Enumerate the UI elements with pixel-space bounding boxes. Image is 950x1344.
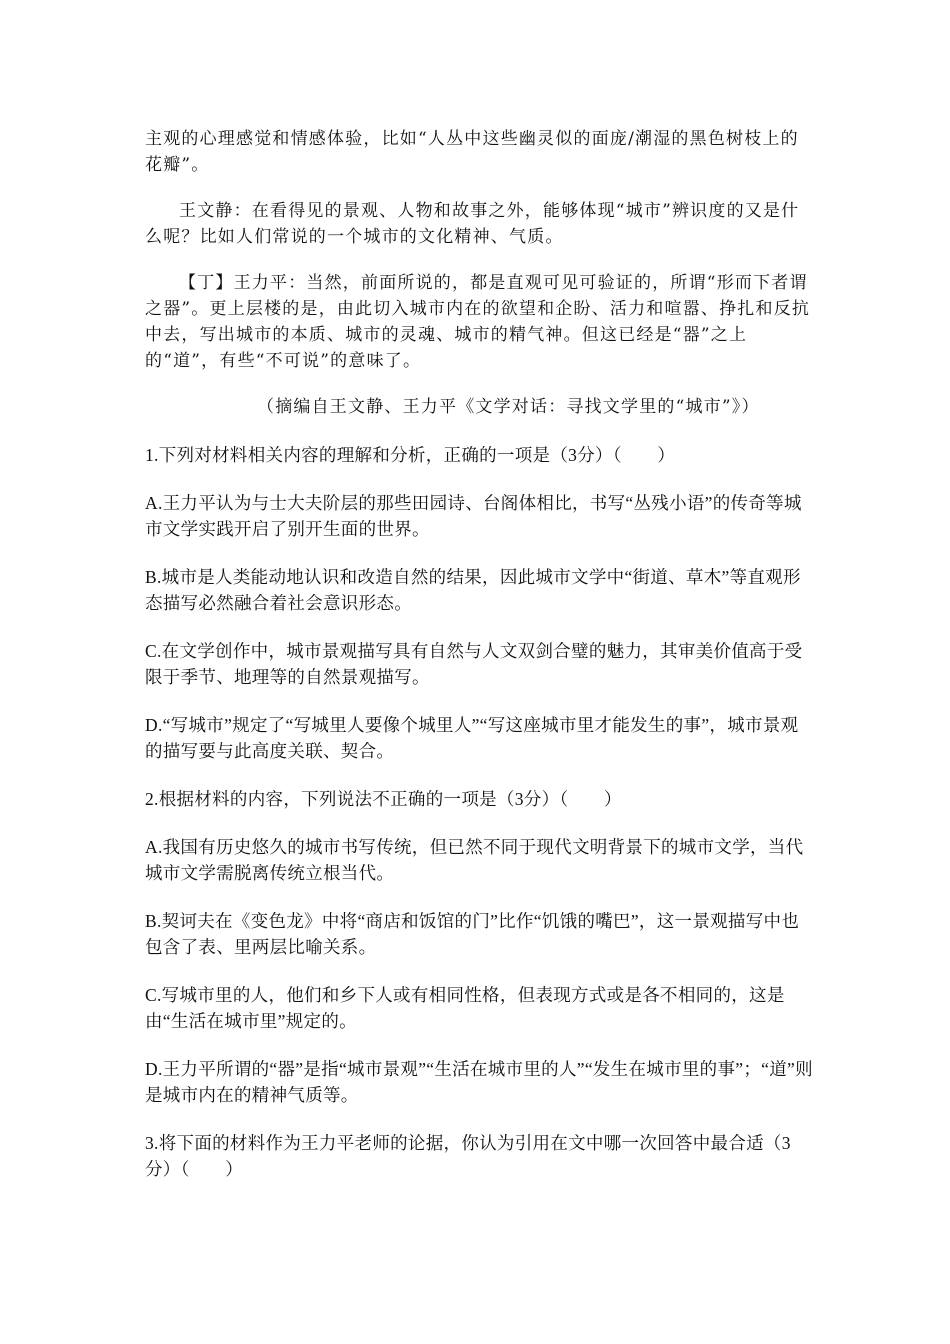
question-option: C.在文学创作中，城市景观描写具有自然与人文双剑合璧的魅力，其审美价值高于受限于季节、地理等的自然景观描写。 bbox=[145, 641, 803, 687]
question-stem: 3.将下面的材料作为王力平老师的论据，你认为引用在文中哪一次回答中最合适（3分）（ ） bbox=[145, 1133, 791, 1179]
question-option: D.王力平所谓的“器”是指“城市景观”“生活在城市里的人”“发生在城市里的事”；“道”则是城市内在的精神气质等。 bbox=[145, 1059, 813, 1105]
question-option: A.王力平认为与士大夫阶层的那些田园诗、台阁体相比，书写“丛残小语”的传奇等城市文学实践开启了别开生面的世界。 bbox=[145, 493, 802, 539]
passage-paragraph: 王文静：在看得见的景观、人物和故事之外，能够体现“城市”辨识度的又是什么呢？比如人们常说的一个城市的文化精神、气质。 bbox=[145, 201, 800, 247]
question-option: A.我国有历史悠久的城市书写传统，但已然不同于现代文明背景下的城市文学，当代城市文学需脱离传统立根当代。 bbox=[145, 837, 804, 883]
question-option: D.“写城市”规定了“写城里人要像个城里人”“写这座城市里才能发生的事”，城市景观的描写要与此高度关联、契合。 bbox=[145, 715, 799, 761]
question-stem: 1.下列对材料相关内容的理解和分析，正确的一项是（3分）（ ） bbox=[145, 445, 676, 465]
question-option: B.城市是人类能动地认识和改造自然的结果，因此城市文学中“街道、草木”等直观形态描写必然融合着社会意识形态。 bbox=[145, 567, 801, 613]
question-option: B.契诃夫在《变色龙》中将“商店和饭馆的门”比作“饥饿的嘴巴”，这一景观描写中也包含了表、里两层比喻关系。 bbox=[145, 911, 800, 957]
question-option: C.写城市里的人，他们和乡下人或有相同性格，但表现方式或是各不相同的，这是由“生活在城市里”规定的。 bbox=[145, 985, 785, 1031]
passage-paragraph: 【丁】王力平：当然，前面所说的，都是直观可见可验证的，所谓“形而下者谓之器”。更上层楼的是，由此切入城市内在的欲望和企盼、活力和喧嚣、挣扎和反抗中去，写出城市的本质、城市的灵魂、城市的精气神。但这已经是“器”之上的“道”，有些“不可说”的意味了。 bbox=[145, 273, 811, 371]
document-page bbox=[145, 126, 815, 1182]
passage-paragraph: 主观的心理感觉和情感体验，比如“人丛中这些幽灵似的面庞/潮湿的黑色树枝上的花瓣”。 bbox=[145, 129, 799, 175]
question-stem: 2.根据材料的内容，下列说法不正确的一项是（3分）（ ） bbox=[145, 789, 622, 809]
passage-source: （摘编自王文静、王力平《文学对话：寻找文学里的“城市”》） bbox=[257, 397, 760, 417]
